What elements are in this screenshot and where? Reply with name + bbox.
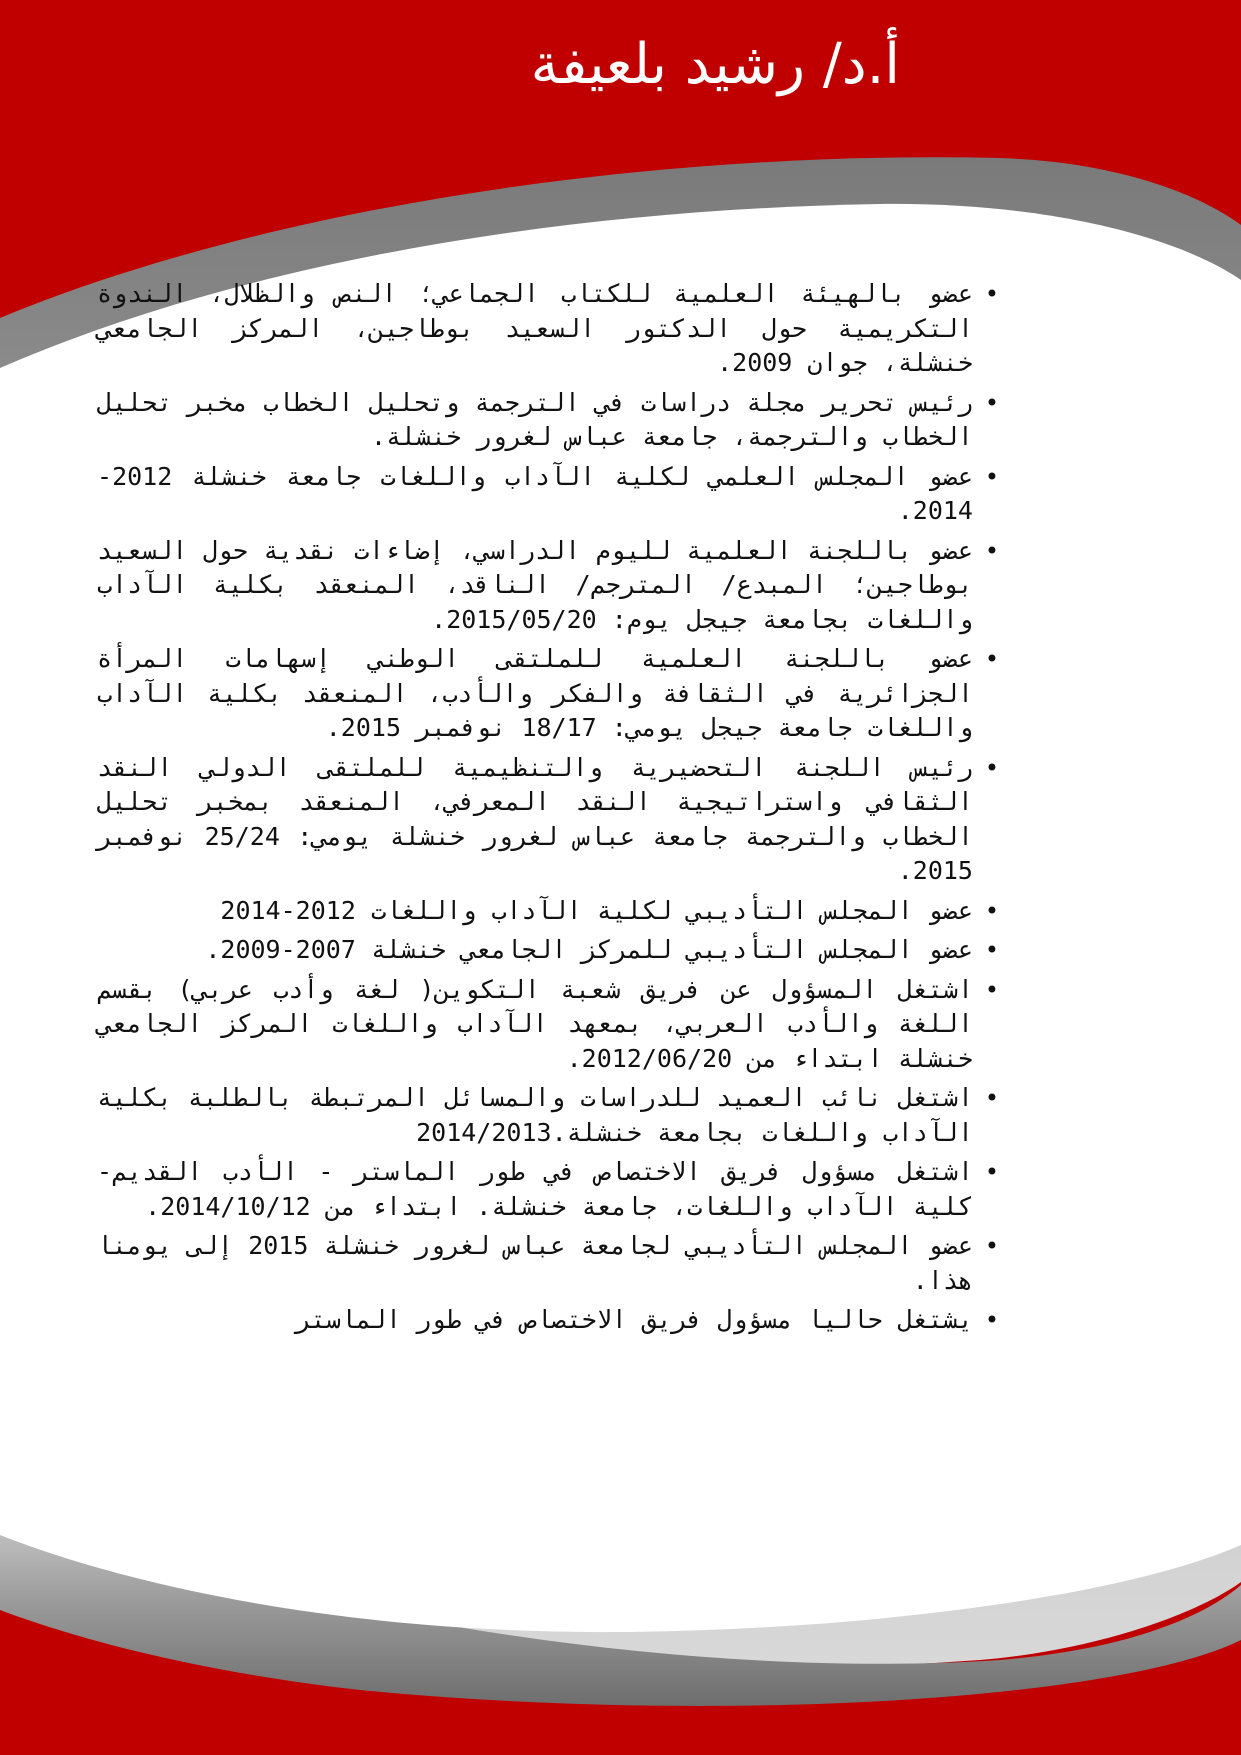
list-item — [97, 386, 1001, 455]
list-item — [97, 1303, 1001, 1338]
bullet-icon: • — [984, 462, 1001, 491]
list-item-text: عضو باللجنة العلمية للملتقى الوطني إسهامات المرأة الجزائرية في الثقافة والفكر والأدب، المنعقد بكلية الآداب واللغات جامعة جيجل يومي: 18/17 نوفمبر 2015. — [97, 644, 973, 742]
list-item — [97, 933, 1001, 968]
list-item-text: رئيس تحرير مجلة دراسات في الترجمة وتحليل الخطاب مخبر تحليل الخطاب والترجمة، جامعة عباس لغرور خنشلة. — [97, 387, 973, 451]
bullet-icon: • — [984, 936, 1001, 964]
bio-content — [97, 277, 1001, 1343]
list-item-text: عضو بالهيئة العلمية للكتاب الجماعي؛ النص والظلال، الندوة التكريمية حول الدكتور السعيد بوطاجين، المركز الجامعي خنشلة، جوان 2009. — [97, 279, 973, 377]
list-item — [97, 277, 1001, 381]
list-item — [97, 642, 1001, 746]
list-item — [97, 973, 1001, 1077]
list-item-text: عضو المجلس التأديبي للمركز الجامعي خنشلة 2007-2009. — [205, 935, 973, 964]
list-item — [97, 1229, 1001, 1298]
list-item — [97, 1081, 1001, 1150]
list-item-text: يشتغل حاليا مسؤول فريق الاختصاص في طور الماستر — [295, 1305, 973, 1334]
bullet-icon: • — [984, 645, 1001, 673]
list-item-text: عضو باللجنة العلمية لليوم الدراسي، إضاءات نقدية حول السعيد بوطاجين؛ المبدع/ المترجم/ الناقد، المنعقد بكلية الآداب واللغات بجامعة جيجل يوم: 2015/05/20. — [97, 535, 973, 634]
bullet-icon: • — [984, 1084, 1001, 1112]
bullet-icon: • — [984, 1306, 1001, 1334]
list-item — [97, 1155, 1001, 1224]
bullet-icon: • — [984, 280, 1001, 308]
list-item-text: عضو المجلس التأديبي لجامعة عباس لغرور خنشلة 2015 إلى يومنا هذا. — [97, 1231, 973, 1295]
list-item-text: اشتغل نائب العميد للدراسات والمسائل المرتبطة بالطلبة بكلية الآداب واللغات بجامعة خنشلة.2014/2013 — [97, 1083, 973, 1147]
page-title: أ.د/ رشيد بلعيفة — [530, 32, 900, 97]
list-item-text: اشتغل المسؤول عن فريق شعبة التكوين( لغة وأدب عربي) بقسم اللغة والأدب العربي، بمعهد الآداب واللغات المركز الجامعي خنشلة ابتداء من 2012/06/20. — [97, 974, 973, 1073]
bullet-icon: • — [984, 1232, 1001, 1260]
list-item — [97, 894, 1001, 929]
bullet-icon: • — [984, 753, 1001, 782]
bullet-icon: • — [984, 896, 1001, 925]
bullet-icon: • — [984, 975, 1001, 1004]
list-item-text: اشتغل مسؤول فريق الاختصاص في طور الماستر - الأدب القديم- كلية الآداب واللغات، جامعة خنشلة. ابتداء من 2014/10/12. — [97, 1157, 973, 1221]
bullet-icon: • — [984, 536, 1001, 565]
list-item-text: عضو المجلس العلمي لكلية الآداب واللغات جامعة خنشلة 2012-2014. — [97, 461, 973, 525]
list-item — [97, 751, 1001, 889]
list-item-text: عضو المجلس التأديبي لكلية الآداب واللغات 2012-2014 — [220, 895, 973, 925]
list-item — [97, 534, 1001, 638]
bullet-icon: • — [984, 388, 1001, 417]
list-item-text: رئيس اللجنة التحضيرية والتنظيمية للملتقى الدولي النقد الثقافي واستراتيجية النقد المعرفي، المنعقد بمخبر تحليل الخطاب والترجمة جامعة عباس لغرور خنشلة يومي: 25/24 نوفمبر 2015. — [97, 752, 974, 885]
activity-list — [97, 277, 1001, 1338]
list-item — [97, 460, 1001, 529]
bullet-icon: • — [984, 1158, 1001, 1186]
